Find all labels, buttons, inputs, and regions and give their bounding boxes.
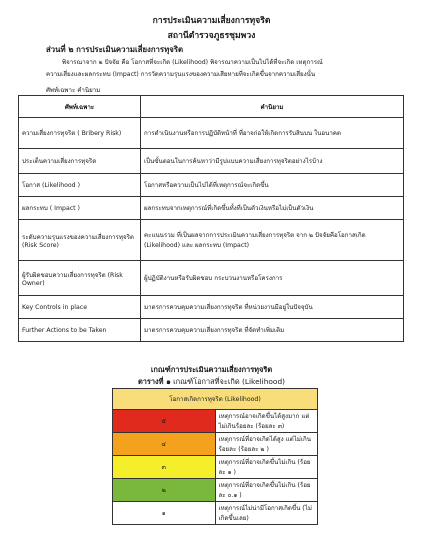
terms-table <box>18 95 404 342</box>
likelihood-row <box>113 502 318 525</box>
likelihood-row <box>113 410 318 433</box>
likelihood-description: เหตุการณ์ที่อาจเกิดขึ้นไม่เกิน (ร้อยละ ๑ ) <box>215 456 318 479</box>
term-column-header: ศัพท์เฉพาะ <box>19 96 141 118</box>
term-cell: ประเด็นความเสี่ยงการทุจริต <box>19 149 141 174</box>
term-cell: Further Actions to be Taken <box>19 319 141 342</box>
definition-cell: ผลกระทบจากเหตุการณ์ที่เกิดขึ้นทั้งที่เป็นตัวเงินหรือไม่เป็นตัวเงิน <box>141 197 404 220</box>
table-caption <box>0 376 423 388</box>
definition-column-header: คำนิยาม <box>141 96 404 118</box>
definition-cell: เป็นขั้นตอนในการค้นหาว่ามีรูปแบบความเสี่ยงการทุจริตอย่างไรบ้าง <box>141 149 404 174</box>
definition-cell: คะแนนรวม ที่เป็นผลจากการประเมินความเสี่ยงการทุจริต จาก ๒ ปัจจัยคือโอกาสเกิด (Likelihood) และ ผลกระทบ (Impact) <box>141 220 404 261</box>
table-row <box>19 118 404 149</box>
table-row <box>19 261 404 296</box>
definition-cell: ผู้ปฏิบัติงานหรือรับผิดชอบ กระบวนงานหรือโครงการ <box>141 261 404 296</box>
level-cell: ๓ <box>113 456 216 479</box>
table-row <box>19 174 404 197</box>
terms-label: ศัพท์เฉพาะ คำนิยาม <box>46 87 101 94</box>
level-cell: ๔ <box>113 433 216 456</box>
level-cell: ๕ <box>113 410 216 433</box>
likelihood-description: เหตุการณ์ที่อาจเกิดขึ้นไม่เกิน (ร้อยละ ๐.๑ ) <box>215 479 318 502</box>
table-row <box>19 197 404 220</box>
section-paragraph <box>46 57 376 81</box>
term-cell: โอกาส (Likelihood ) <box>19 174 141 197</box>
term-cell: ผลกระทบ ( Impact ) <box>19 197 141 220</box>
term-cell: Key Controls in place <box>19 296 141 319</box>
term-cell: ความเสี่ยงการทุจริต ( Bribery Risk) <box>19 118 141 149</box>
document-subtitle: สถานีตำรวจภูธรชุมพวง <box>167 31 256 41</box>
table-row <box>19 220 404 261</box>
likelihood-description: เหตุการณ์อาจเกิดขึ้นได้สูงมาก แต่ไม่เกินร้อยละ (ร้อยละ ๓) <box>215 410 318 433</box>
table-row <box>19 149 404 174</box>
table-row <box>19 319 404 342</box>
likelihood-description: เหตุการณ์ไม่น่ามีโอกาสเกิดขึ้น (ไม่เกิดขึ้นเลย) <box>215 502 318 525</box>
term-cell: ระดับความรุนแรงของความเสี่ยงการทุจริต (Risk Score) <box>19 220 141 261</box>
definition-cell: การดำเนินงานหรือการปฏิบัติหน้าที่ ที่อาจก่อให้เกิดการรับสินบน ในอนาคต <box>141 118 404 149</box>
paragraph-line-1: พิจารณาจาก ๒ ปัจจัย คือ โอกาสที่จะเกิด (Likelihood) พิจารณาความเป็นไปได้ที่จะเกิด เหตุการณ์ <box>62 59 323 66</box>
likelihood-header-row <box>113 389 318 410</box>
table-row <box>19 296 404 319</box>
likelihood-description: เหตุการณ์ที่อาจเกิดได้สูง แต่ไม่เกินร้อยละ (ร้อยละ ๒ ) <box>215 433 318 456</box>
definition-cell: มาตรการควบคุมความเสี่ยงการทุจริต ที่จัดทำเพิ่มเติม <box>141 319 404 342</box>
definition-cell: โอกาสหรือความเป็นไปได้ที่เหตุการณ์จะเกิดขึ้น <box>141 174 404 197</box>
likelihood-row <box>113 456 318 479</box>
section-heading: ส่วนที่ ๒ การประเมินความเสี่ยงการทุจริต <box>46 45 184 54</box>
terms-header-row <box>19 96 404 118</box>
paragraph-line-2: ความเสี่ยงและผลกระทบ (Impact) การวัดความรุนแรงของความเสียหายที่จะเกิดขึ้นจากความเสี่ยงนั้น <box>46 71 316 78</box>
likelihood-row <box>113 433 318 456</box>
likelihood-table <box>112 388 318 525</box>
likelihood-header: โอกาสเกิดการทุจริต (Likelihood) <box>113 389 318 410</box>
definition-cell: มาตรการควบคุมความเสี่ยงการทุจริต ที่หน่วยงานมีอยู่ในปัจจุบัน <box>141 296 404 319</box>
table-caption-text: เกณฑ์โอกาสที่จะเกิด (Likelihood) <box>173 377 286 386</box>
level-cell: ๑ <box>113 502 216 525</box>
table-number-label: ตารางที่ ๑ <box>137 377 171 386</box>
term-cell: ผู้รับผิดชอบความเสี่ยงการทุจริต (Risk Owner) <box>19 261 141 296</box>
document-title: การประเมินความเสี่ยงการทุจริต <box>152 16 271 26</box>
level-cell: ๒ <box>113 479 216 502</box>
criteria-title: เกณฑ์การประเมินความเสี่ยงการทุจริต <box>150 365 273 374</box>
likelihood-row <box>113 479 318 502</box>
